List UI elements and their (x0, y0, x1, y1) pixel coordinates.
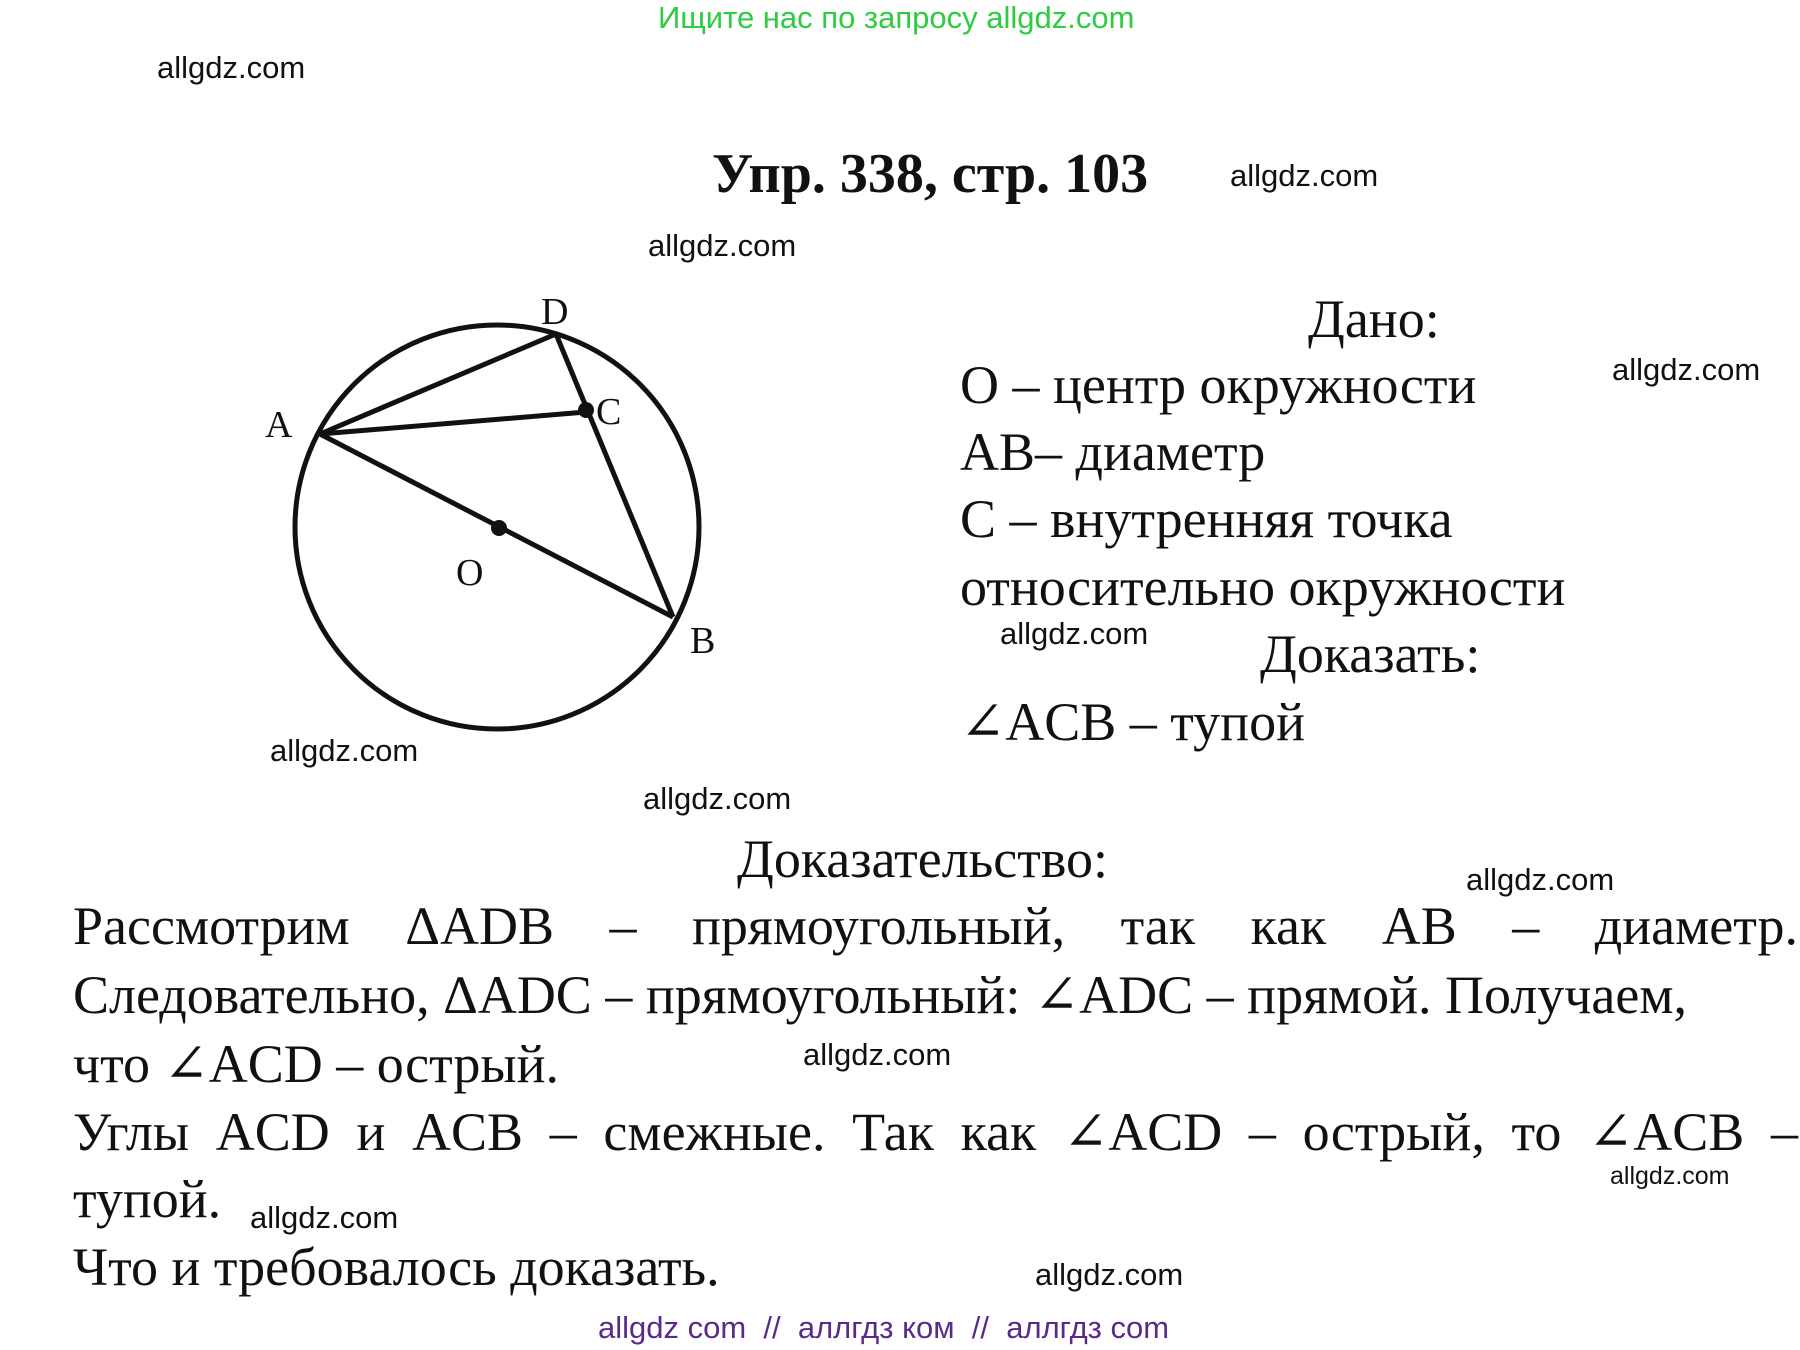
proof-line: Следовательно, ΔADC – прямоугольный: ∠ADC – прямой. Получаем, (73, 965, 1687, 1025)
watermark: allgdz.com (648, 228, 797, 263)
given-line: C – внутренняя точка (960, 489, 1453, 549)
watermark: allgdz.com (157, 50, 306, 85)
watermark: allgdz.com (1230, 158, 1379, 193)
prove-statement: ∠ACB – тупой (960, 692, 1305, 752)
watermark: allgdz.com (250, 1200, 399, 1235)
search-banner: Ищите нас по запросу allgdz.com (658, 0, 1135, 35)
point-o (491, 520, 507, 536)
given-line: AB– диаметр (960, 422, 1266, 482)
watermark: allgdz.com (1000, 616, 1149, 651)
watermark: allgdz.com (1466, 862, 1615, 897)
proof-line: Рассмотрим ΔADB – прямоугольный, так как AB – диаметр. (73, 896, 1798, 956)
segment-db (556, 334, 673, 617)
watermark: allgdz.com (803, 1037, 952, 1072)
point-c (578, 402, 594, 418)
label-d: D (541, 291, 569, 333)
given-heading: Дано: (1308, 289, 1440, 349)
prove-heading: Доказать: (1260, 624, 1481, 684)
watermark: allgdz.com (270, 733, 419, 768)
given-line: O – центр окружности (960, 355, 1477, 415)
proof-line: Что и требовалось доказать. (73, 1237, 720, 1297)
page-title: Упр. 338, стр. 103 (712, 143, 1149, 205)
watermark: allgdz.com (1035, 1257, 1184, 1292)
label-o: O (456, 552, 484, 594)
label-c: C (596, 391, 622, 433)
footer-links: allgdz com // аллгдз ком // аллгдз com (598, 1310, 1170, 1345)
proof-heading: Доказательство: (737, 829, 1108, 889)
given-line: относительно окружности (960, 557, 1566, 617)
label-b: B (690, 620, 716, 662)
label-a: A (265, 404, 293, 446)
proof-line: Углы ACD и ACB – смежные. Так как ∠ACD – острый, то ∠ACB – (73, 1102, 1798, 1162)
watermark: allgdz.com (1612, 352, 1761, 387)
proof-line: что ∠ACD – острый. (73, 1034, 560, 1094)
circle-diagram (255, 280, 735, 750)
watermark: allgdz.com (1610, 1162, 1730, 1190)
proof-line: тупой. (73, 1169, 222, 1229)
watermark: allgdz.com (643, 781, 792, 816)
